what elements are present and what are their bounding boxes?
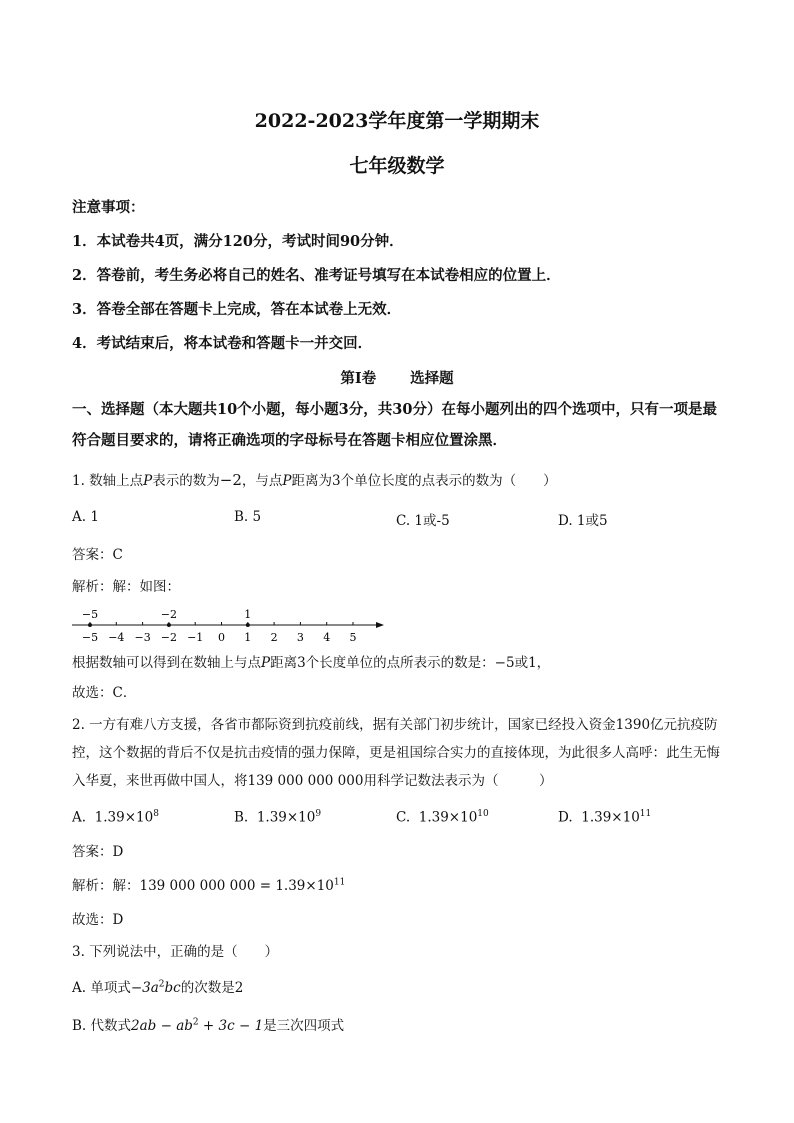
question-2-options [72,809,722,826]
question-1-stem: 1. 数轴上点P表示的数为−2，与点P距离为3个单位长度的点表示的数为（ ） [72,471,557,489]
number-line-tick-label: 1 [244,631,252,644]
option-a: A. $1.39\times 10^8$ [72,809,159,826]
number-line-tick-label: −5 [81,631,99,644]
option-c: C. 1或-5 [396,513,450,529]
number-line-point-label: −2 [160,608,178,621]
section-heading [72,367,722,388]
exam-title: 2022-2023学年度第一学期期末 [254,110,540,132]
question-2-answer: 答案：D [72,843,124,860]
notice-item: 2．答卷前，考生务必将自己的姓名、准考证号填写在本试卷相应的位置上． [72,267,561,284]
notice-item: 4．考试结束后，将本试卷和答题卡一并交回． [72,335,373,352]
option-b: B. $1.39\times 10^9$ [234,809,322,826]
number-line-point [246,623,250,627]
question-2-analysis: 解析：解：139 000 000 $000 = 1.39\times 10^{11}$ [72,877,346,894]
number-line-tick-label: 3 [296,631,304,644]
notice-heading: 注意事项： [72,199,145,216]
number-line-tick-label: −1 [187,631,204,644]
exam-page [72,100,722,1034]
question-3-option-a: A. 单项式$-3a^2bc$的次数是2 [72,979,244,996]
question-2-result: 故选：D [72,911,124,928]
number-line-figure [72,599,392,647]
number-line-tick-label: 2 [270,631,278,644]
exam-subtitle: 七年级数学 [349,155,445,177]
number-line-tick-label: 0 [218,631,225,644]
option-a: A. 1 [72,509,99,525]
question-1-explanation: 根据数轴可以得到在数轴上与点P距离3个长度单位的点所表示的数是：−5或1， [72,655,551,671]
number-line-point [167,623,171,627]
number-line-tick-label: −3 [134,631,151,644]
number-line-point-label: −5 [81,608,99,621]
option-d: D. $1.39\times 10^{11}$ [558,809,652,826]
option-b: B. 5 [234,509,262,525]
part-description: 一、选择题（本大题共10个小题，每小题3分，共30分）在每小题列出的四个选项中，只有一项是最符合题目要求的，请将正确选项的字母标号在答题卡相应位置涂黑． [72,401,717,449]
question-3-stem: 3. 下列说法中，正确的是（ ） [72,943,279,960]
number-line-arrow [376,622,384,628]
number-line-tick-label: 5 [349,631,357,644]
question-1-analysis: 解析：解：如图： [72,579,180,595]
section-name: 选择题 [410,370,454,387]
number-line-tick-label: −4 [108,631,125,644]
question-3-option-b: B. 代数式$2ab - ab^2 + 3c - 1$是三次四项式 [72,1017,345,1034]
number-line-tick-label: 4 [323,631,331,644]
question-1-options [72,509,722,529]
question-2-stem: 2. 一方有难八方支援，各省市都际资到抗疫前线，据有关部门初步统计，国家已经投入资金1390亿元抗疫防控，这个数据的背后不仅是抗击疫情的强力保障，更是祖国综合实力的直接体现，为此很多人高呼：此生无悔入华夏，来世再做中国人，将139 000 000 000用科学记数法表示为（ ） [72,717,720,789]
notice-item: 3．答卷全部在答题卡上完成，答在本试卷上无效． [72,301,402,318]
option-c: C. $1.39\times 10^{10}$ [396,809,489,826]
number-line-tick-label: −2 [160,631,178,644]
question-1-result: 故选：C． [72,685,137,701]
number-line-point [88,623,92,627]
question-1-answer: 答案：C [72,547,123,563]
notice-item: 1．本试卷共4页，满分120分，考试时间90分钟． [72,233,404,250]
section-label: 第Ⅰ卷 [340,370,377,387]
number-line-point-label: 1 [244,608,252,621]
option-d: D. 1或5 [558,513,608,529]
